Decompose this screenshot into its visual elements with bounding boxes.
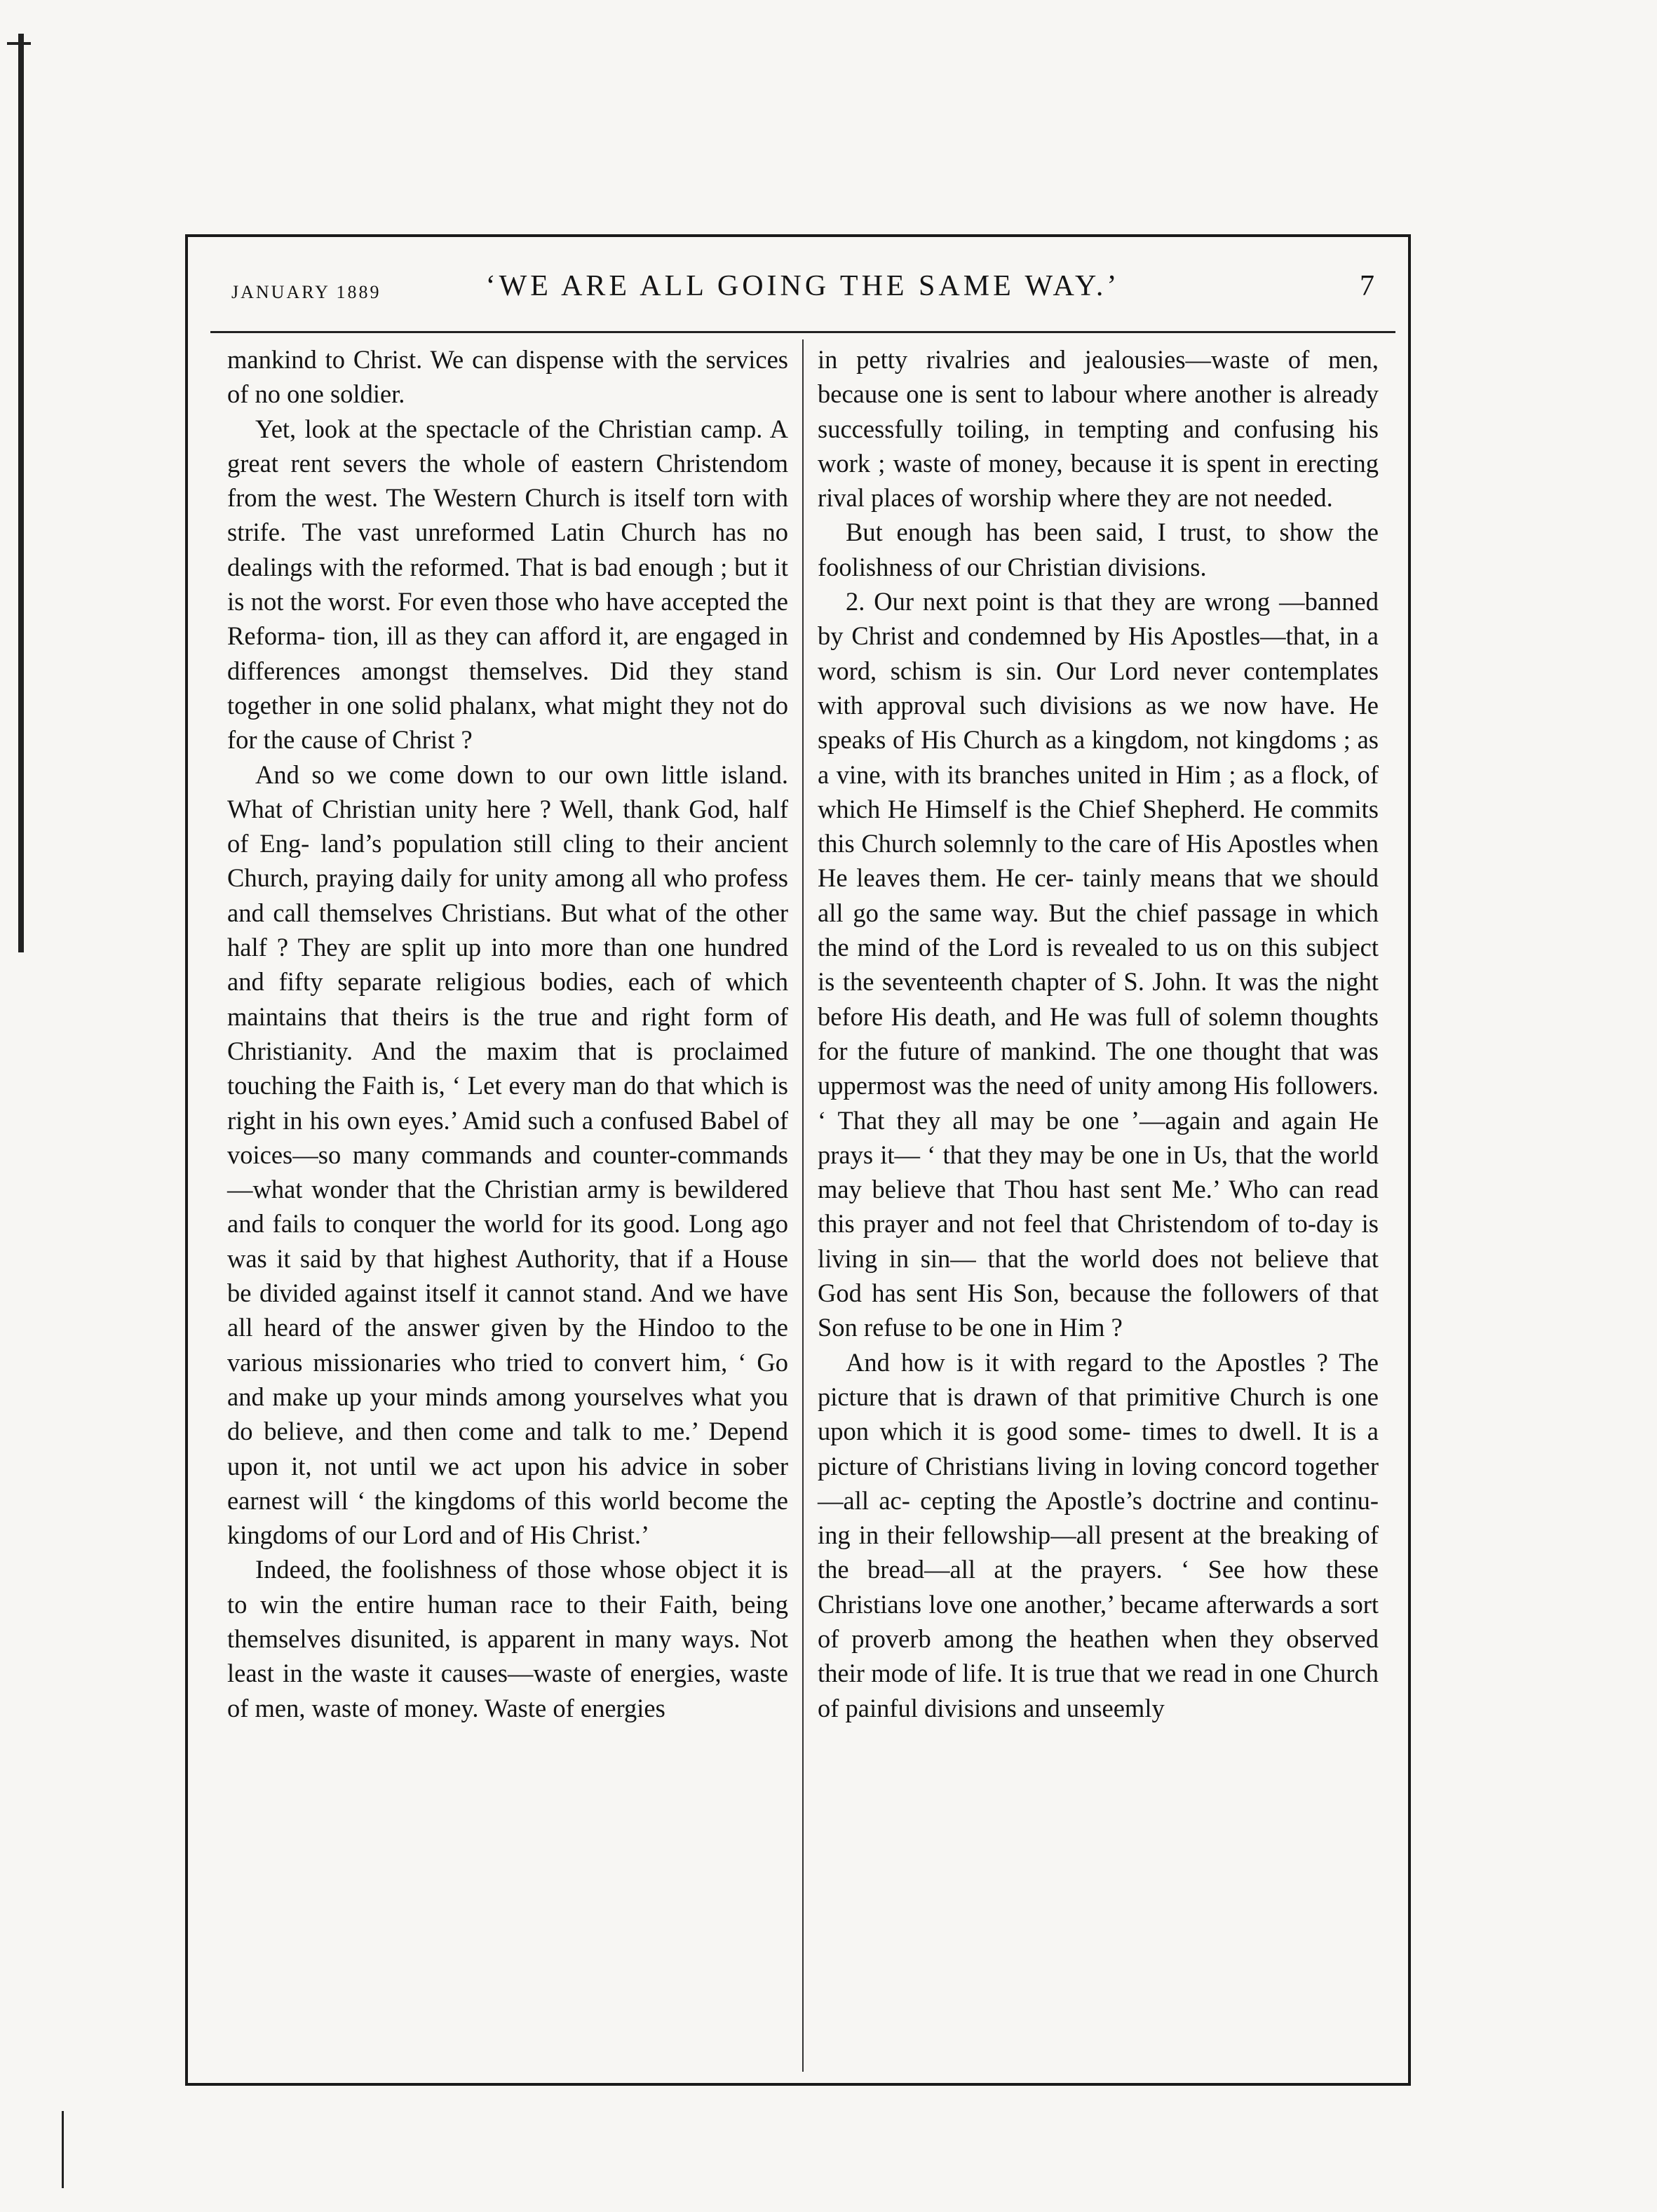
header-date: JANUARY 1889 xyxy=(231,282,381,302)
paragraph: in petty rivalries and jealousies—waste of men, because one is sent to labour where another is already successfully toiling, in tempting and confusing his work ; waste of money, because it is spent in erecting rival places of worship where they are not needed. xyxy=(818,345,1379,513)
column-divider xyxy=(802,339,804,2072)
paragraph: But enough has been said, I trust, to show the foolishness of our Christian divisions. xyxy=(818,518,1379,581)
right-column xyxy=(818,342,1379,1725)
scan-edge-mark-lower xyxy=(62,2111,64,2188)
paragraph: 2. Our next point is that they are wrong —banned by Christ and condemned by His Apostles—that, in a word, schism is sin. Our Lord never contemplates with approval such divisions as we now have. He speaks of His Church as a kingdom, not kingdoms ; as a vine, with its branches united in Him ; as a flock, of which He Himself is the Chief Shepherd. He commits this Church solemnly to the care of His Apostles when He leaves them. He cer- tainly means that we should all go the same way. But the chief passage in which the mind of the Lord is revealed to us on this subject is the seventeenth chapter of S. John. It was the night before His death, and He was full of solemn thoughts for the future of mankind. The one thought that was uppermost was the need of unity among His followers. ‘ That they all may be one ’—again and again He prays it— ‘ that they may be one in Us, that the world may believe that Thou hast sent Me.’ Who can read this prayer and not feel that Christendom of to-day is living in sin— that the world does not believe that God has sent His Son, because the followers of that Son refuse to be one in Him ? xyxy=(818,587,1379,1342)
header-title: ‘WE ARE ALL GOING THE SAME WAY.’ xyxy=(485,270,1121,302)
paragraph: And how is it with regard to the Apostles ? The picture that is drawn of that primitive Church is one upon which it is good some- times to dwell. It is a picture of Christians living in loving concord together—all ac- cepting the Apostle’s doctrine and continu- ing in their fellowship—all present at the breaking of the bread—all at the prayers. ‘ See how these Christians love one another,’ became afterwards a sort of proverb among the heathen when they observed their mode of life. It is true that we read in one Church of painful divisions and unseemly xyxy=(818,1347,1379,1722)
paragraph: Yet, look at the spectacle of the Christian camp. A great rent severs the whole of eastern Christendom from the west. The Western Church is itself torn with strife. The vast unreformed Latin Church has no dealings with the reformed. That is bad enough ; but it is not the worst. For even those who have accepted the Reforma- tion, ill as they can afford it, are engaged in differences amongst themselves. Did they stand together in one solid phalanx, what might they not do for the cause of Christ ? xyxy=(227,414,788,755)
paragraph: Indeed, the foolishness of those whose object it is to win the entire human race to their Faith, being themselves disunited, is apparent in many ways. Not least in the waste it causes—waste of energies, waste of men, waste of money. Waste of energies xyxy=(227,1555,788,1722)
scan-edge-tick xyxy=(7,42,31,45)
running-header xyxy=(210,269,1395,311)
header-rule xyxy=(210,331,1395,333)
page-number: 7 xyxy=(1360,270,1374,302)
paragraph: And so we come down to our own little island. What of Christian unity here ? Well, thank God, half of Eng- land’s population still cling to their ancient Church, praying daily for unity among all who profess and call themselves Christians. But what of the other half ? They are split up into more than one hundred and fifty separate religious bodies, each of which maintains that theirs is the true and right form of Christianity. And the maxim that is proclaimed touching the Faith is, ‘ Let every man do that which is right in his own eyes.’ Amid such a confused Babel of voices—so many commands and counter-commands—what wonder that the Christian army is bewildered and fails to conquer the world for its good. Long ago was it said by that highest Authority, that if a House be divided against itself it cannot stand. And we have all heard of the answer given by the Hindoo to the various missionaries who tried to convert him, ‘ Go and make up your minds among yourselves what you do believe, and then come and talk to me.’ Depend upon it, not until we act upon his advice in sober earnest will ‘ the kingdoms of this world become the kingdoms of our Lord and of His Christ.’ xyxy=(227,760,788,1550)
left-column xyxy=(227,342,788,1725)
paragraph: mankind to Christ. We can dispense with the services of no one soldier. xyxy=(227,345,788,409)
scan-edge-mark xyxy=(18,34,24,952)
